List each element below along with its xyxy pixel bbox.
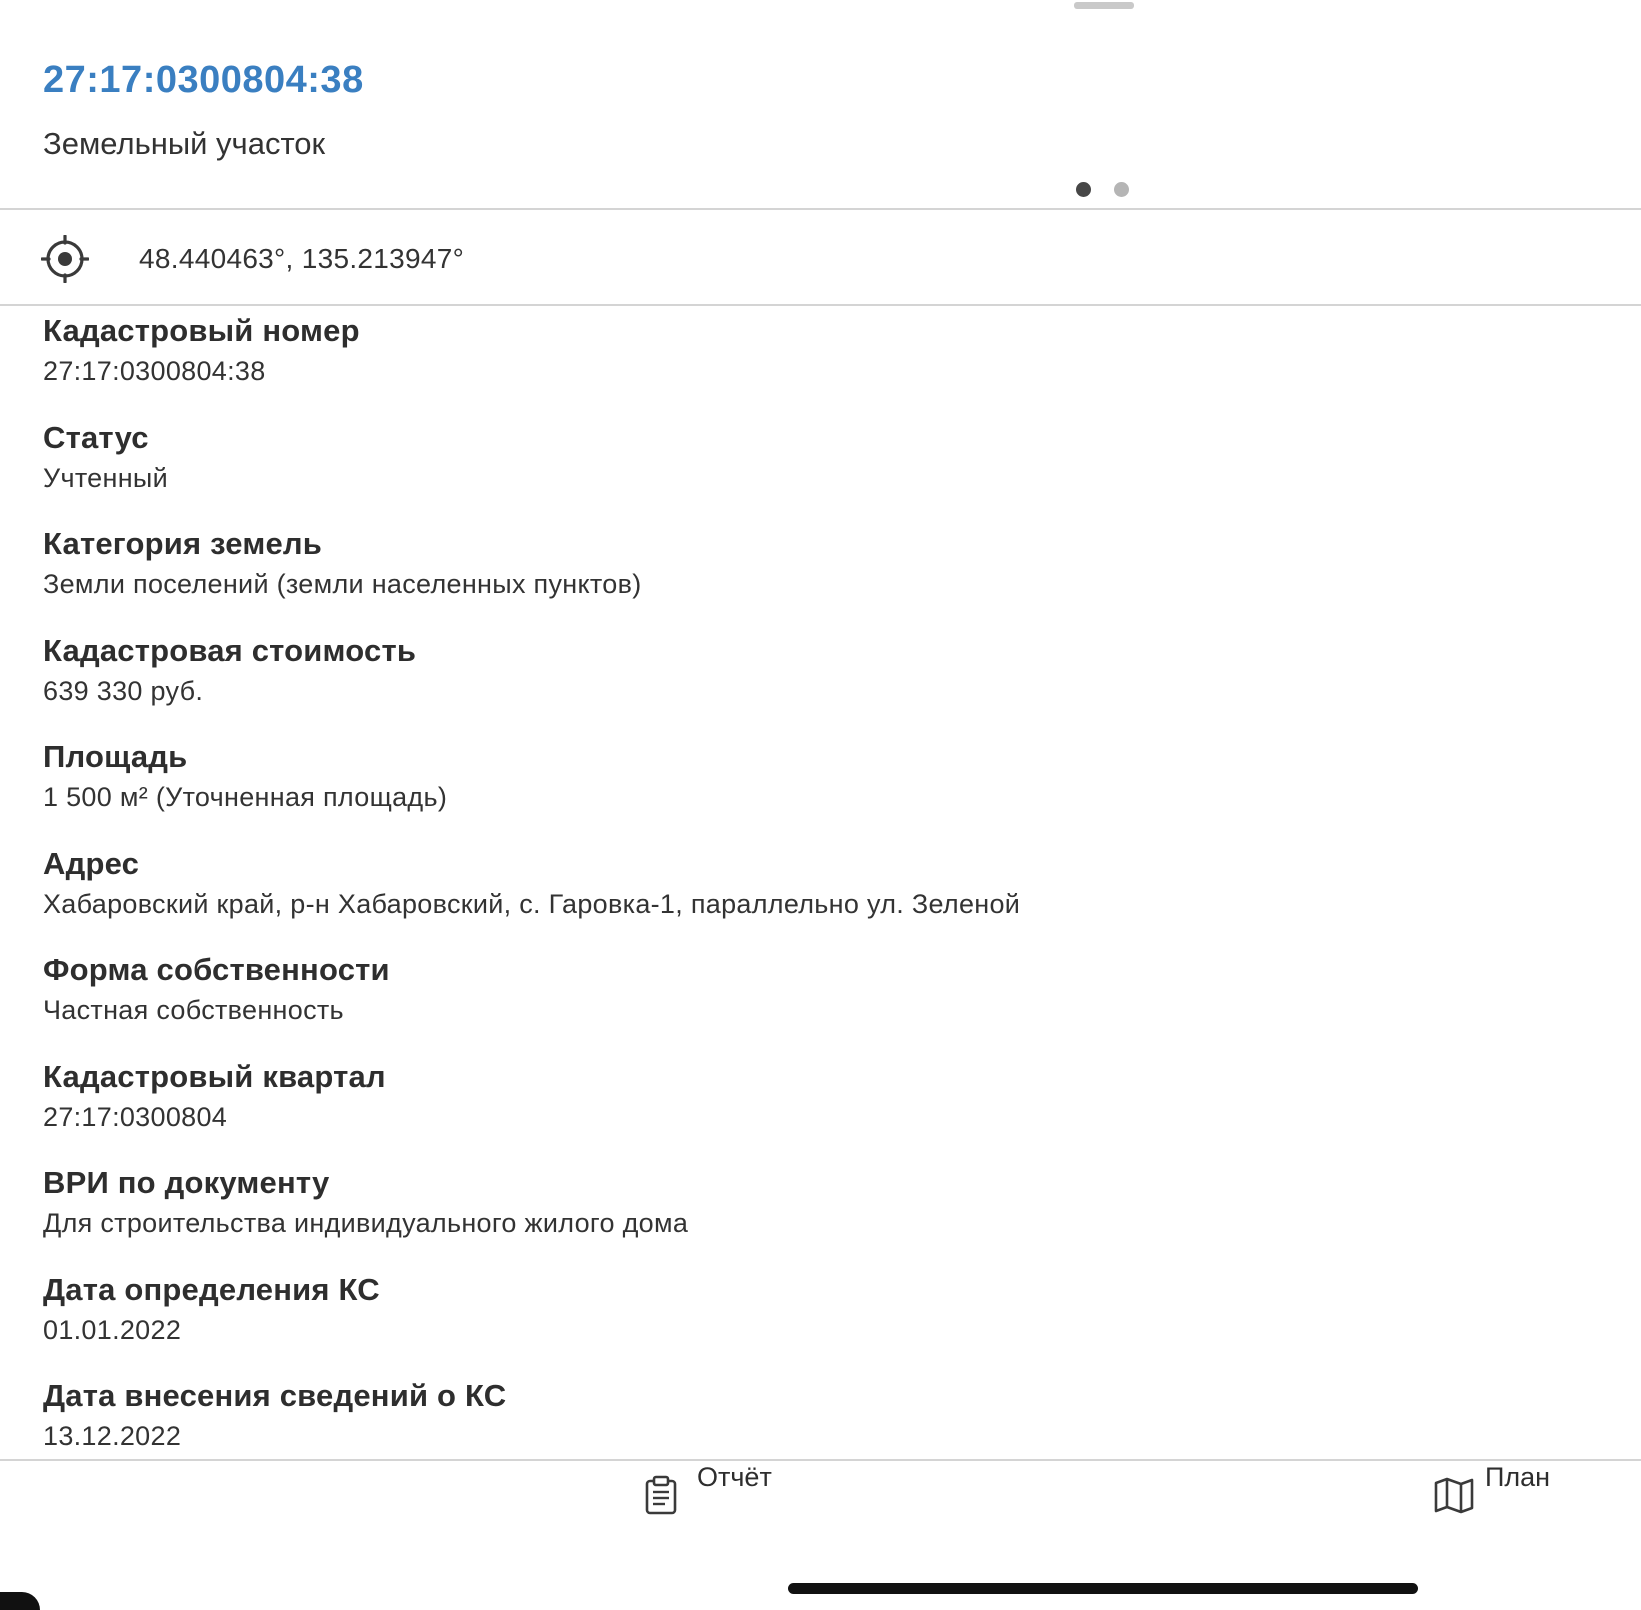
property-address bbox=[43, 844, 1603, 951]
property-ownership-form bbox=[43, 950, 1603, 1057]
property-value: Земли поселений (земли населенных пунктов) bbox=[43, 569, 642, 599]
property-value: 27:17:0300804:38 bbox=[43, 356, 266, 386]
page-indicator[interactable] bbox=[1076, 182, 1129, 197]
page-dot-2[interactable] bbox=[1114, 182, 1129, 197]
property-status bbox=[43, 418, 1603, 525]
divider bbox=[0, 208, 1641, 210]
property-land-category bbox=[43, 524, 1603, 631]
property-value: Частная собственность bbox=[43, 995, 344, 1025]
page-subtitle: Земельный участок bbox=[43, 126, 326, 161]
property-value: 1 500 м² (Уточненная площадь) bbox=[43, 782, 448, 812]
sheet-grab-handle[interactable] bbox=[1074, 2, 1134, 9]
property-label: Категория земель bbox=[43, 526, 323, 561]
coordinates-text[interactable]: 48.440463°, 135.213947° bbox=[139, 243, 465, 274]
report-button[interactable] bbox=[640, 1460, 790, 1520]
property-label: Кадастровый номер bbox=[43, 313, 360, 348]
clipboard-icon bbox=[640, 1474, 682, 1516]
property-value: Учтенный bbox=[43, 462, 169, 493]
property-label: ВРИ по документу bbox=[43, 1165, 330, 1200]
map-icon bbox=[1433, 1474, 1475, 1516]
property-label: Адрес bbox=[43, 845, 140, 881]
divider bbox=[0, 304, 1641, 306]
plan-button[interactable] bbox=[1429, 1460, 1569, 1520]
property-cadastral-value bbox=[43, 631, 1603, 738]
property-label: Кадастровая стоимость bbox=[43, 632, 417, 668]
property-label: Статус bbox=[43, 419, 149, 455]
property-permitted-use bbox=[43, 1163, 1603, 1270]
home-indicator[interactable] bbox=[788, 1583, 1418, 1594]
property-value: 639 330 руб. bbox=[43, 675, 204, 706]
property-value: 13.12.2022 bbox=[43, 1421, 182, 1451]
property-cadastral-number bbox=[43, 311, 1603, 418]
property-valuation-date bbox=[43, 1270, 1603, 1377]
property-label: Дата определения КС bbox=[43, 1271, 380, 1307]
property-value: Хабаровский край, р-н Хабаровский, с. Гаровка-1, параллельно ул. Зеленой bbox=[43, 888, 1021, 919]
property-label: Форма собственности bbox=[43, 952, 390, 987]
plan-label: План bbox=[1485, 1462, 1551, 1492]
property-label: Площадь bbox=[43, 739, 188, 774]
page-title: 27:17:0300804:38 bbox=[43, 59, 364, 101]
property-value: Для строительства индивидуального жилого дома bbox=[43, 1208, 689, 1238]
coordinates-row[interactable] bbox=[0, 211, 1641, 305]
report-label: Отчёт bbox=[697, 1462, 772, 1492]
page-dot-1[interactable] bbox=[1076, 182, 1091, 197]
property-value: 27:17:0300804 bbox=[43, 1101, 228, 1132]
property-list bbox=[43, 311, 1603, 1483]
property-cadastral-quarter bbox=[43, 1057, 1603, 1164]
property-label: Дата внесения сведений о КС bbox=[43, 1378, 507, 1413]
property-area bbox=[43, 737, 1603, 844]
property-value: 01.01.2022 bbox=[43, 1314, 182, 1345]
property-label: Кадастровый квартал bbox=[43, 1058, 386, 1094]
locate-icon bbox=[41, 235, 89, 283]
